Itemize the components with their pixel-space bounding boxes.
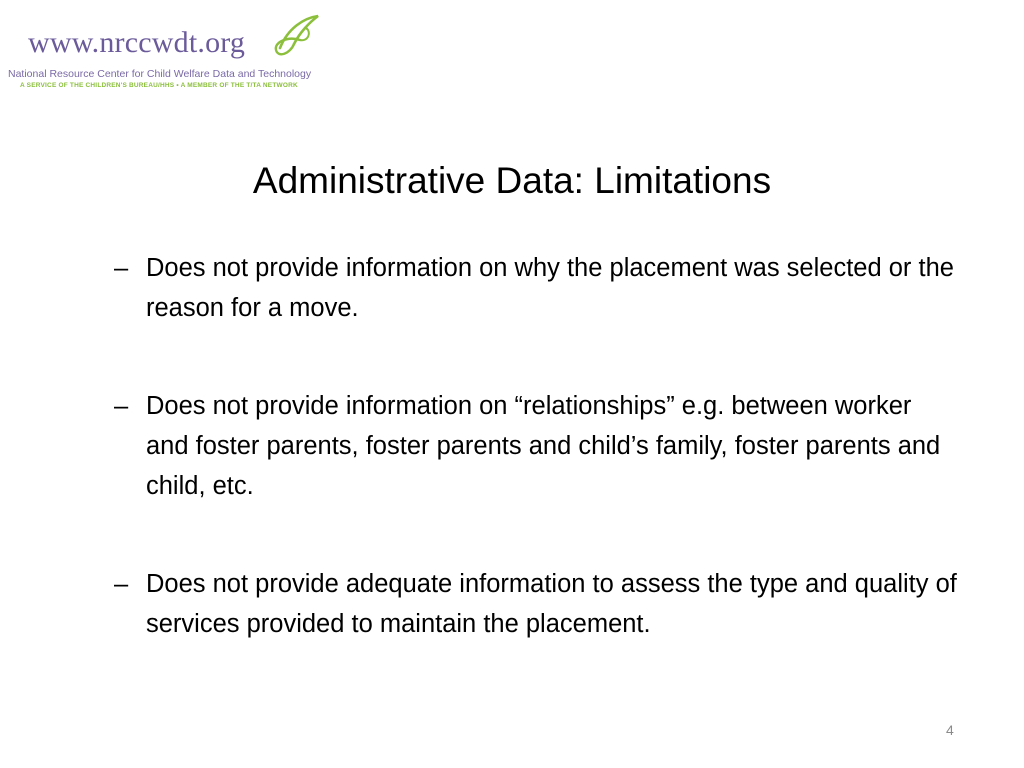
- bullet-item: [110, 248, 960, 328]
- bullet-item: [110, 564, 960, 644]
- logo-url-text: www.nrccwdt.org: [28, 26, 246, 59]
- logo-tagline: A SERVICE OF THE CHILDREN'S BUREAU/HHS • A MEMBER OF THE T/TA NETWORK: [20, 82, 298, 89]
- logo: [6, 14, 326, 94]
- bullet-list: [110, 248, 960, 644]
- bullet-text: Does not provide information on “relationships” e.g. between worker and foster parents, foster parents and child’s family, foster parents and child, etc.: [146, 392, 941, 500]
- bullet-text: Does not provide information on why the placement was selected or the reason for a move.: [146, 254, 954, 322]
- bullet-dash: –: [114, 254, 129, 282]
- slide-title: Administrative Data: Limitations: [252, 160, 772, 201]
- bullet-text: Does not provide adequate information to assess the type and quality of services provided to maintain the placement.: [146, 570, 957, 638]
- swoosh-logo-icon: [270, 14, 324, 62]
- bullet-dash: –: [114, 392, 129, 420]
- logo-organization-name: National Resource Center for Child Welfare Data and Technology: [8, 68, 312, 80]
- bullet-item: [110, 386, 960, 506]
- bullet-dash: –: [114, 570, 129, 598]
- page-number: 4: [946, 722, 954, 738]
